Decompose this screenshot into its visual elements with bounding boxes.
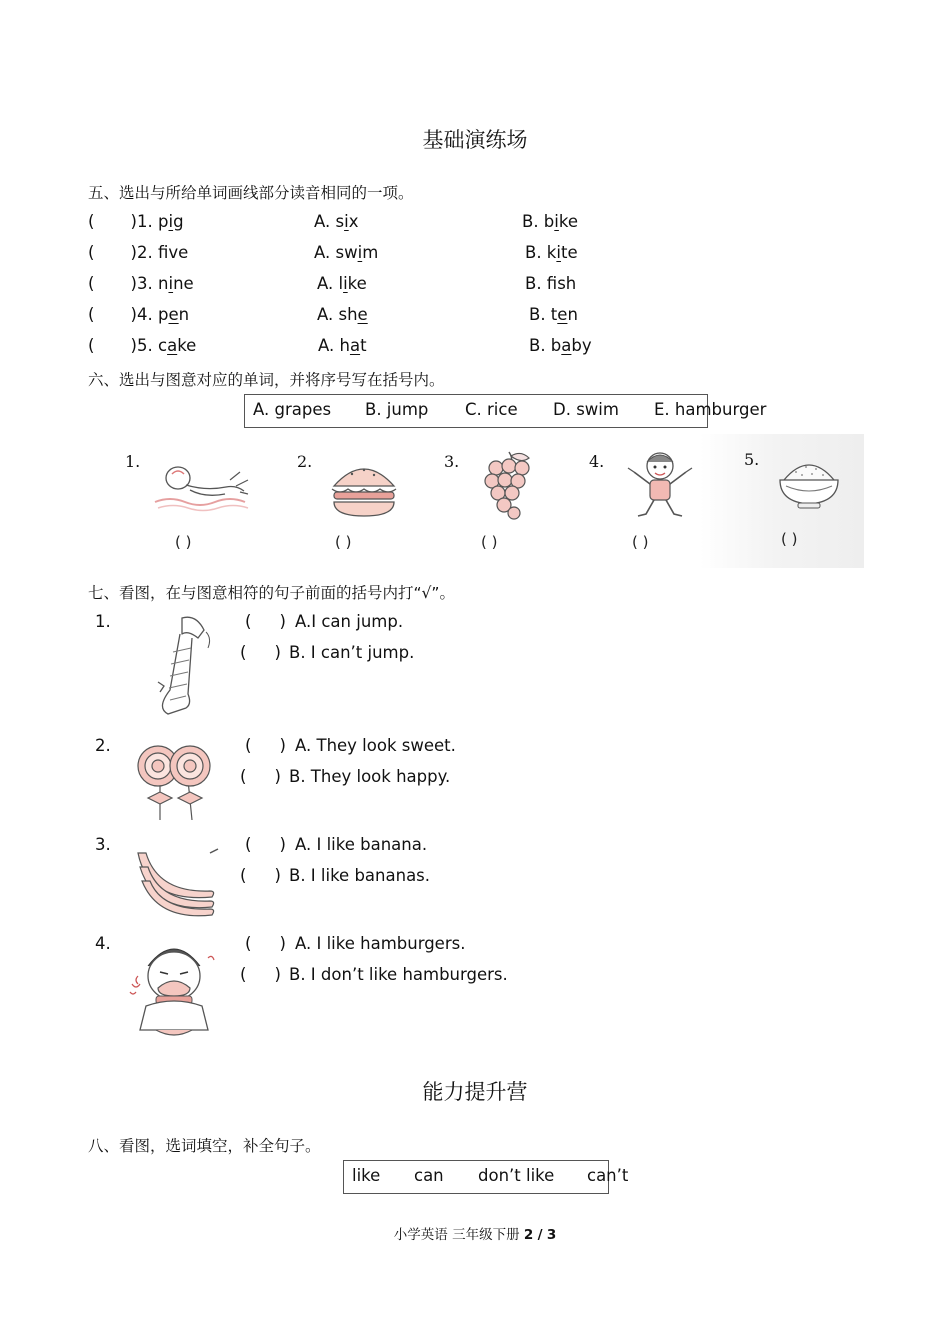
picture-4-blank[interactable]: ( ) [632, 533, 649, 551]
word-bank-option: B. jump [365, 400, 429, 419]
s7-4-option-b: B. I don’t like hamburgers. [289, 965, 508, 984]
s7-2-option-b: B. They look happy. [289, 767, 451, 786]
footer-separator: / [537, 1227, 543, 1243]
word-bank-option: D. swim [553, 400, 619, 419]
jumping-boy-icon [622, 448, 698, 524]
footer-book-title: 小学英语 三年级下册 [393, 1227, 520, 1243]
option-a: A. hat [318, 336, 367, 355]
fill-word-option: can [414, 1166, 444, 1185]
s7-3-paren-a[interactable]: ( ) [245, 835, 286, 854]
section-title-basic: 基础演练场 [422, 128, 528, 152]
s7-4-paren-a[interactable]: ( ) [245, 934, 286, 953]
option-a: A. like [317, 274, 367, 293]
fill-word-option: can’t [587, 1166, 629, 1185]
s7-4-option-a: A. I like hamburgers. [295, 934, 466, 953]
question-word: 2. fve [137, 243, 189, 262]
s7-item-number: 4. [95, 934, 111, 953]
option-a: A. six [314, 212, 359, 231]
rice-bowl-icon [776, 456, 842, 512]
s7-3-option-a: A. I like banana. [295, 835, 428, 854]
boy-eating-hamburger-icon [128, 936, 220, 1046]
s7-3-paren-b[interactable]: ( ) [240, 866, 281, 885]
s7-1-paren-a[interactable]: ( ) [245, 612, 286, 631]
fill-word-option: like [352, 1166, 381, 1185]
picture-1-blank[interactable]: ( ) [175, 533, 192, 551]
word-bank-option: A. grapes [253, 400, 332, 419]
s7-2-paren-a[interactable]: ( ) [245, 736, 286, 755]
option-b: B. bike [522, 212, 579, 231]
question-word: 5. cake [137, 336, 197, 355]
word-bank-option: C. rice [465, 400, 518, 419]
picture-3-number: 3. [444, 452, 460, 471]
s7-2-option-a: A. They look sweet. [295, 736, 456, 755]
word-bank-option: E. hamburger [654, 400, 767, 419]
question-word: 3. nine [137, 274, 194, 293]
fill-word-option: don’t like [478, 1166, 555, 1185]
s7-1-paren-b[interactable]: ( ) [240, 643, 281, 662]
section6-heading: 六、选出与图意对应的单词，并将序号写在括号内。 [88, 371, 445, 389]
s7-3-option-b: B. I like bananas. [289, 866, 431, 885]
footer-page-number: 2 [523, 1227, 534, 1243]
answer-paren[interactable]: ( ) [88, 212, 137, 231]
grapes-icon [484, 450, 534, 522]
s7-item-number: 1. [95, 612, 111, 631]
s7-item-number: 2. [95, 736, 111, 755]
answer-paren[interactable]: ( ) [88, 336, 137, 355]
section-title-ability: 能力提升营 [422, 1080, 528, 1104]
bananas-icon [130, 845, 222, 919]
section8-heading: 八、看图，选词填空，补全句子。 [88, 1137, 321, 1155]
s7-1-option-a: A.I can jump. [295, 612, 404, 631]
option-b: B. fsh [525, 274, 577, 293]
option-b: B. baby [529, 336, 592, 355]
picture-5-blank[interactable]: ( ) [781, 530, 798, 548]
option-a: A. she [317, 305, 368, 324]
option-a: A. swim [314, 243, 379, 262]
picture-1-number: 1. [125, 452, 141, 471]
answer-paren[interactable]: ( ) [88, 274, 137, 293]
question-word: 4. pen [137, 305, 190, 324]
hamburger-icon [328, 458, 400, 520]
option-b: B. kite [525, 243, 578, 262]
injured-leg-icon [140, 612, 215, 722]
swimmer-icon [150, 460, 260, 515]
lollipops-icon [130, 740, 220, 826]
picture-2-number: 2. [297, 452, 313, 471]
answer-paren[interactable]: ( ) [88, 243, 137, 262]
picture-5-number: 5. [744, 450, 760, 469]
s7-2-paren-b[interactable]: ( ) [240, 767, 281, 786]
s7-4-paren-b[interactable]: ( ) [240, 965, 281, 984]
picture-3-blank[interactable]: ( ) [481, 533, 498, 551]
section7-heading: 七、看图，在与图意相符的句子前面的括号内打“√”。 [88, 584, 455, 602]
s7-1-option-b: B. I can’t jump. [289, 643, 415, 662]
section5-heading: 五、选出与所给单词画线部分读音相同的一项。 [88, 184, 414, 202]
option-b: B. ten [529, 305, 578, 324]
s7-item-number: 3. [95, 835, 111, 854]
answer-paren[interactable]: ( ) [88, 305, 137, 324]
fill-word-bank-box [343, 1160, 609, 1194]
picture-4-number: 4. [589, 452, 605, 471]
footer-total-pages: 3 [546, 1227, 557, 1243]
question-word: 1. pig [137, 212, 184, 231]
picture-2-blank[interactable]: ( ) [335, 533, 352, 551]
page-footer [0, 1223, 950, 1243]
